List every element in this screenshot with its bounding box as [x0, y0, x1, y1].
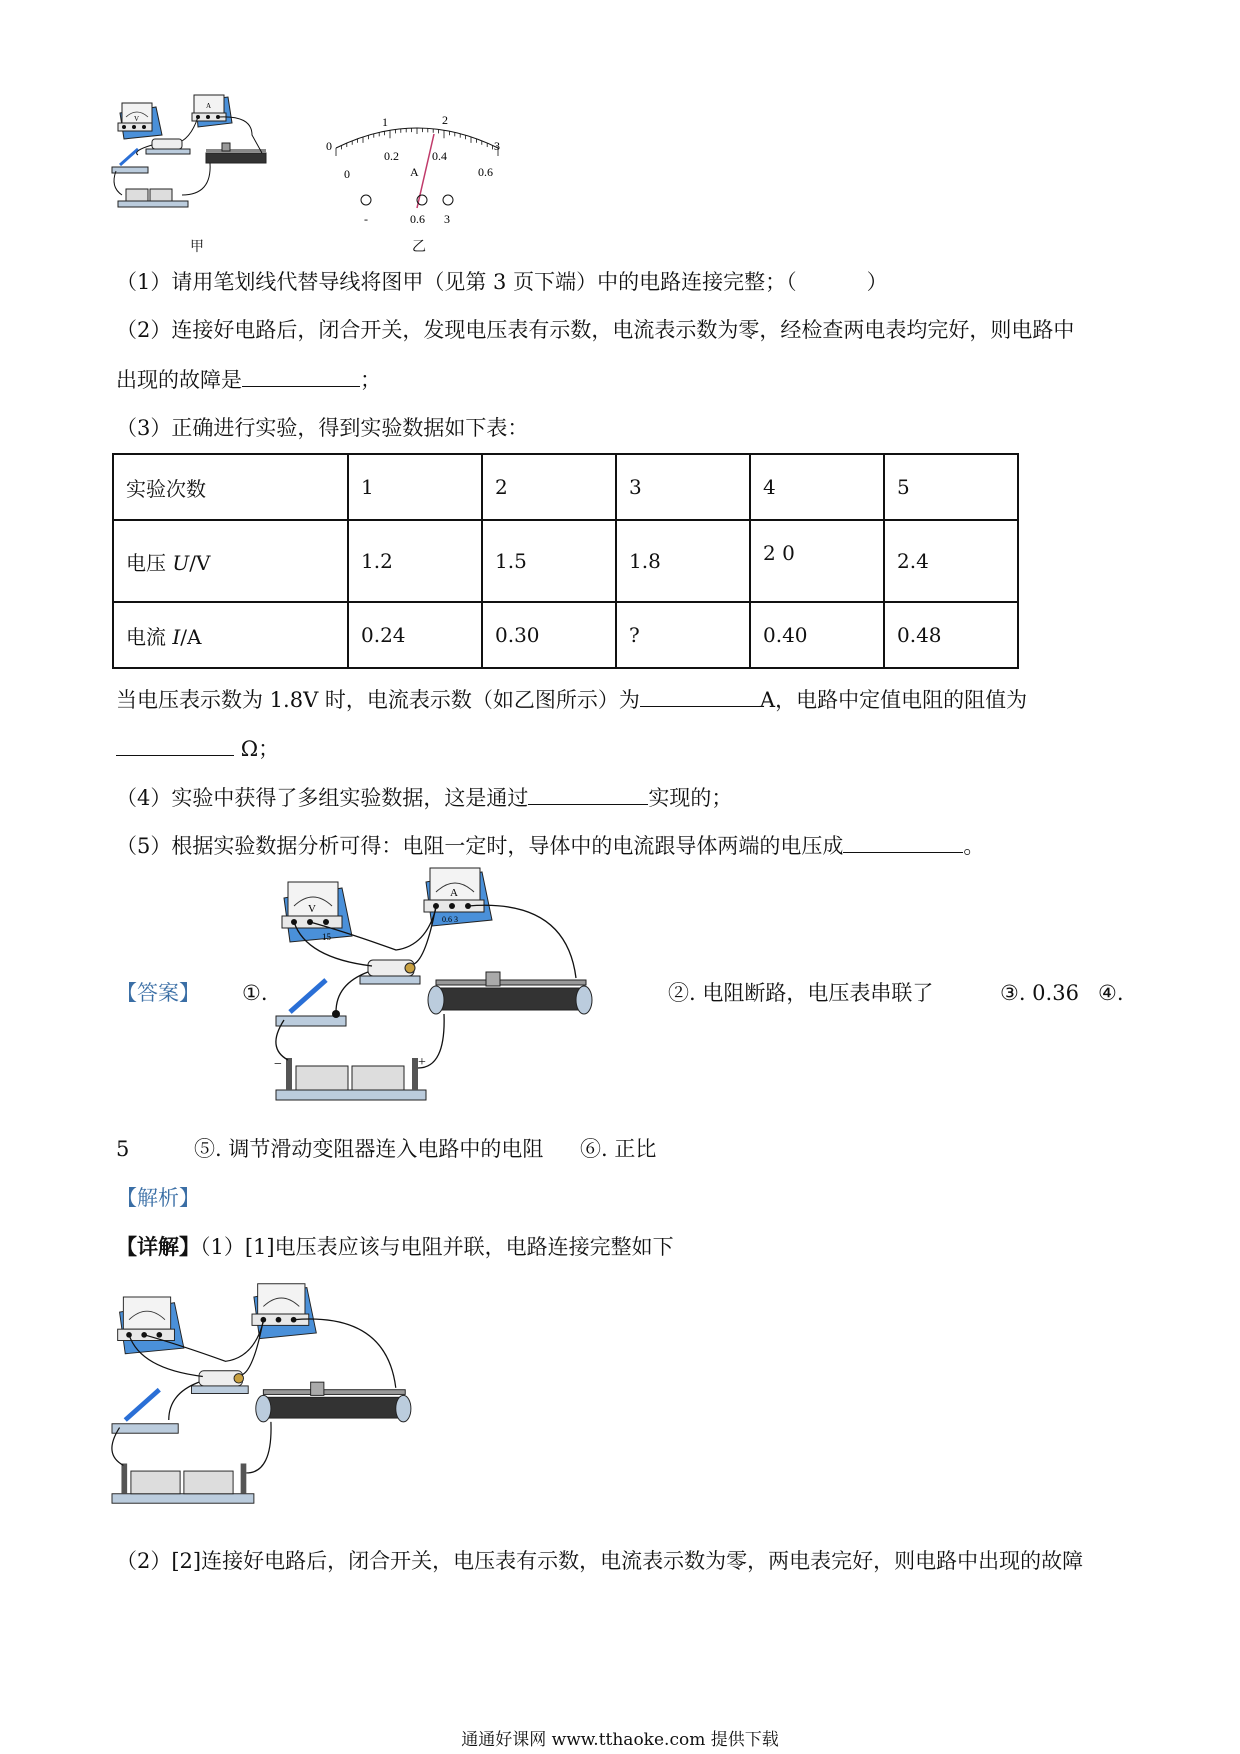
table-row [113, 520, 1018, 602]
table-cell: ? [616, 602, 750, 668]
question-4: （4）实验中获得了多组实验数据，这是通过 实现的； [116, 782, 732, 813]
table-cell: 2.4 [884, 520, 1018, 602]
table-header-voltage: 电压 U/V [113, 520, 348, 602]
table-cell: 1.2 [348, 520, 482, 602]
svg-text:A: A [206, 102, 212, 110]
question-5: （5）根据实验数据分析可得：电阻一定时，导体中的电流跟导体两端的电压成 。 [116, 830, 984, 861]
voltmeter-icon [118, 1297, 184, 1354]
ammeter-letter: A [450, 887, 458, 899]
resistor-icon [191, 1371, 248, 1394]
table-cell: 0.24 [348, 602, 482, 668]
resistor-icon [152, 139, 182, 149]
ammeter-dial-yi [322, 108, 512, 228]
dial-scale-bottom-3: 0.6 [478, 165, 493, 179]
resistor-icon [360, 960, 420, 984]
answer-blank-2[interactable] [640, 684, 760, 707]
analysis-label: 【解析】 [116, 1186, 200, 1210]
table-cell: 1.8 [616, 520, 750, 602]
table-cell: 0.48 [884, 602, 1018, 668]
table-cell: 2 [482, 454, 616, 520]
question-3: （3）正确进行实验，得到实验数据如下表： [116, 416, 529, 440]
rheostat-icon [256, 1382, 411, 1422]
question-2-line1: （2）连接好电路后，闭合开关，发现电压表有示数，电流表示数为零，经检查两电表均完好，则电路中 [116, 318, 1075, 342]
battery-icon [274, 1055, 426, 1100]
battery-icon [112, 1463, 254, 1503]
battery-plus: + [418, 1055, 426, 1070]
answer-3: ③. 0.36 [1000, 981, 1079, 1005]
dial-ticks [336, 128, 498, 156]
table-cell: 1.5 [482, 520, 616, 602]
ammeter-scale: 0.6 3 [442, 915, 458, 924]
answer-4-value: 5 [116, 1137, 130, 1161]
switch-icon [112, 1390, 178, 1434]
rheostat-icon [428, 972, 592, 1014]
switch-icon [276, 980, 346, 1026]
table-row [113, 602, 1018, 668]
answer-blank-1[interactable] [242, 364, 360, 387]
caption-jia: 甲 [190, 239, 204, 255]
dial-scale-bottom-0: 0 [344, 167, 350, 181]
table-cell: 3 [616, 454, 750, 520]
table-cell: 2 0 [750, 520, 884, 602]
table-cell: 4 [750, 454, 884, 520]
page-footer: 通通好课网 www.tthaoke.com 提供下载 [461, 1730, 779, 1750]
table-cell: 1 [348, 454, 482, 520]
battery-icon [118, 189, 188, 207]
dial-terminal-minus: - [364, 212, 368, 226]
rheostat-icon [206, 143, 266, 163]
voltmeter-icon [282, 882, 352, 942]
analysis-paragraph-2: （2）[2]连接好电路后，闭合开关，电压表有示数，电流表示数为零，两电表完好，则电路中出现的故障 [116, 1549, 1084, 1573]
table-cell: 0.30 [482, 602, 616, 668]
answer-circuit-figure [276, 868, 646, 1118]
table-header-trial: 实验次数 [113, 454, 348, 520]
analysis-detail: 【详解】（1）[1]电压表应该与电阻并联，电路连接完整如下 [116, 1234, 674, 1259]
dial-scale-top-1: 1 [382, 115, 388, 129]
table-header-current: 电流 I/A [113, 602, 348, 668]
data-table [112, 453, 1019, 669]
answer-4: ④. [1098, 981, 1124, 1005]
battery-minus: − [274, 1057, 282, 1072]
table-cell: 0.40 [750, 602, 884, 668]
svg-text:V: V [134, 115, 140, 123]
answer-2: ②. 电阻断路，电压表串联了 [668, 981, 934, 1005]
voltmeter-letter: V [308, 903, 316, 915]
analysis-circuit-figure [112, 1282, 462, 1522]
caption-yi: 乙 [412, 239, 426, 255]
dial-terminal-3: 3 [444, 212, 450, 226]
dial-scale-bottom-2: 0.4 [432, 149, 447, 163]
table-cell: 5 [884, 454, 1018, 520]
answer-blank-5[interactable] [843, 830, 963, 853]
answer-label: 【答案】 [116, 981, 200, 1005]
question-3-followup-line1: 当电压表示数为 1.8V 时，电流表示数（如乙图所示）为 A，电路中定值电阻的阻值为 [116, 684, 1027, 715]
table-row [113, 454, 1018, 520]
answer-blank-4[interactable] [528, 782, 648, 805]
question-2-line2: 出现的故障是 ； [116, 364, 381, 395]
dial-scale-top-2: 2 [442, 113, 448, 127]
switch-icon [112, 149, 148, 173]
voltmeter-icon [118, 103, 162, 139]
answer-1: ①. [242, 981, 268, 1005]
question-1: （1）请用笔划线代替导线将图甲（见第 3 页下端）中的电路连接完整；（ ） [116, 270, 888, 294]
question-3-followup-line2: Ω； [116, 733, 279, 764]
dial-terminal-06: 0.6 [410, 212, 425, 226]
dial-scale-bottom-1: 0.2 [384, 149, 399, 163]
dial-scale-top-3: 3 [494, 139, 500, 153]
answer-6: ⑥. 正比 [580, 1137, 657, 1161]
voltmeter-scale: 15 [322, 932, 331, 942]
ammeter-icon [192, 95, 232, 127]
dial-scale-top-0: 0 [326, 139, 332, 153]
circuit-figure-jia [112, 95, 312, 235]
answer-blank-3[interactable] [116, 733, 234, 756]
dial-unit: A [410, 165, 419, 179]
answer-5: ⑤. 调节滑动变阻器连入电路中的电阻 [194, 1137, 544, 1161]
